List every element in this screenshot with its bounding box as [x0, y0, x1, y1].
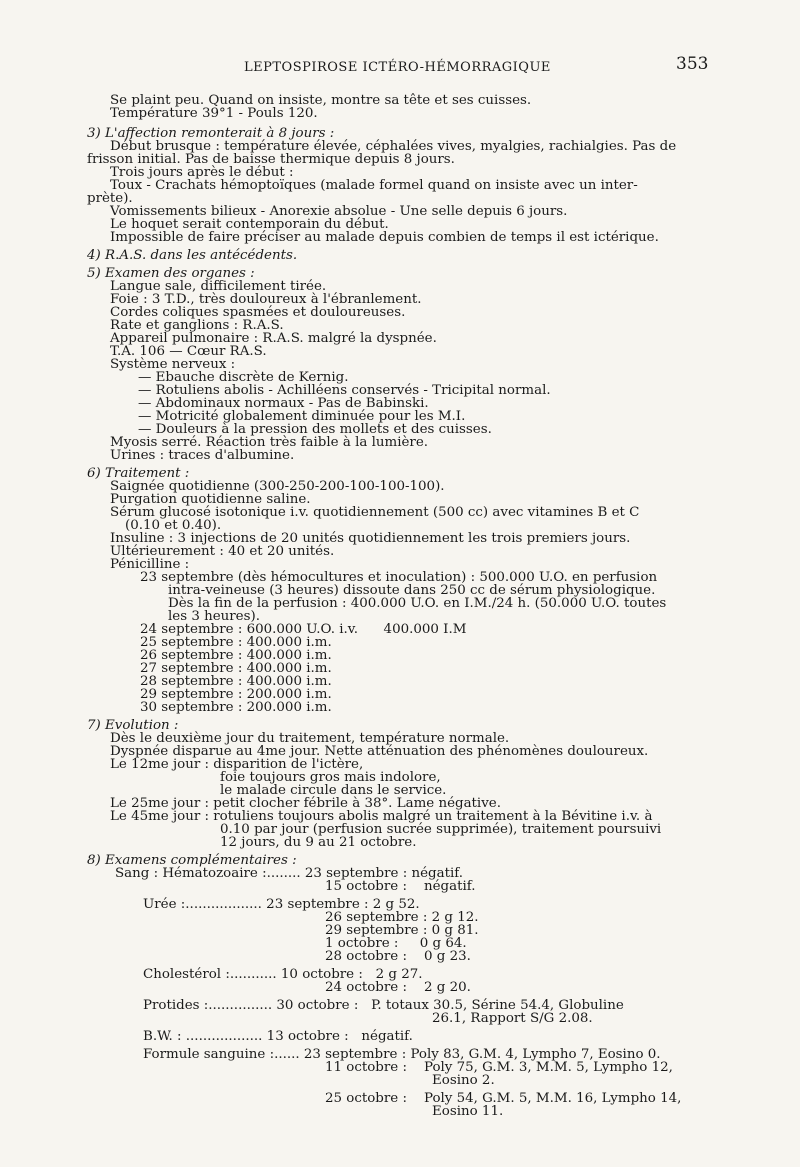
exam-row: Eosino 2.	[432, 1073, 495, 1088]
dose-row: 27 septembre : 400.000 i.m.	[140, 661, 332, 676]
text-line: 0.10 par jour (perfusion sucrée supprimée), traitement poursuivi	[220, 822, 662, 837]
text-line: Sérum glucosé isotonique i.v. quotidiennement (500 cc) avec vitamines B et C	[110, 505, 640, 520]
exam-row: 25 octobre : Poly 54, G.M. 5, M.M. 16, Lympho 14,	[325, 1091, 682, 1106]
exam-row: 24 octobre : 2 g 20.	[325, 980, 471, 995]
text-line: T.A. 106 — Cœur RA.S.	[110, 344, 267, 359]
text-line: Foie : 3 T.D., très douloureux à l'ébranlement.	[110, 292, 422, 307]
text-line: (0.10 et 0.40).	[125, 518, 222, 533]
text-line: Le 12me jour : disparition de l'ictère,	[110, 757, 364, 772]
exam-row: Protides :............... 30 octobre : P. totaux 30.5, Sérine 54.4, Globuline	[143, 998, 624, 1013]
text-line: Cordes coliques spasmées et douloureuses.	[110, 305, 406, 320]
section-heading: 3) L'affection remonterait à 8 jours :	[87, 126, 335, 141]
dose-row: 28 septembre : 400.000 i.m.	[140, 674, 332, 689]
text-line: Toux - Crachats hémoptoïques (malade formel quand on insiste avec un inter-	[110, 178, 638, 193]
section-heading: 6) Traitement :	[87, 466, 190, 481]
exam-row: 26.1, Rapport S/G 2.08.	[432, 1011, 593, 1026]
text-line: Trois jours après le début :	[110, 165, 294, 180]
text-line: Dès le deuxième jour du traitement, température normale.	[110, 731, 510, 746]
exam-row: 26 septembre : 2 g 12.	[325, 910, 479, 925]
exam-row: 11 octobre : Poly 75, G.M. 3, M.M. 5, Lympho 12,	[325, 1060, 673, 1075]
dose-row: 29 septembre : 200.000 i.m.	[140, 687, 332, 702]
text-line: Ultérieurement : 40 et 20 unités.	[110, 544, 335, 559]
list-item: — Douleurs à la pression des mollets et des cuisses.	[138, 422, 492, 437]
list-item: — Motricité globalement diminuée pour les M.I.	[138, 409, 466, 424]
text-line: Le hoquet serait contemporain du début.	[110, 217, 389, 232]
exam-row: 29 septembre : 0 g 81.	[325, 923, 479, 938]
text-line: foie toujours gros mais indolore,	[220, 770, 441, 785]
text-line: Appareil pulmonaire : R.A.S. malgré la dyspnée.	[110, 331, 437, 346]
text-line: Vomissements bilieux - Anorexie absolue - Une selle depuis 6 jours.	[110, 204, 568, 219]
text-line: Myosis serré. Réaction très faible à la lumière.	[110, 435, 429, 450]
exam-row: Eosino 11.	[432, 1104, 504, 1119]
exam-row: 1 octobre : 0 g 64.	[325, 936, 467, 951]
exam-row: 15 octobre : négatif.	[325, 879, 476, 894]
text-line: les 3 heures).	[168, 609, 260, 624]
exam-row: Urée :.................. 23 septembre : 2 g 52.	[143, 897, 420, 912]
text-line: Urines : traces d'albumine.	[110, 448, 295, 463]
text-line: Se plaint peu. Quand on insiste, montre sa tête et ses cuisses.	[110, 93, 532, 108]
section-heading: 5) Examen des organes :	[87, 266, 255, 281]
exam-row: B.W. : .................. 13 octobre : négatif.	[143, 1029, 413, 1044]
text-line: 12 jours, du 9 au 21 octobre.	[220, 835, 417, 850]
page-number: 353	[676, 54, 709, 74]
text-line: Langue sale, difficilement tirée.	[110, 279, 327, 294]
list-item: — Abdominaux normaux - Pas de Babinski.	[138, 396, 429, 411]
text-line: prète).	[87, 191, 133, 206]
list-item: — Rotuliens abolis - Achilléens conservés - Tricipital normal.	[138, 383, 551, 398]
exam-row: Cholestérol :........... 10 octobre : 2 g 27.	[143, 967, 423, 982]
text-line: Impossible de faire préciser au malade depuis combien de temps il est ictérique.	[110, 230, 659, 245]
text-line: Température 39°1 - Pouls 120.	[110, 106, 318, 121]
section-heading: 7) Evolution :	[87, 718, 179, 733]
section-heading: 8) Examens complémentaires :	[87, 853, 297, 868]
text-line: Le 25me jour : petit clocher fébrile à 38°. Lame négative.	[110, 796, 501, 811]
exam-row: Sang : Hématozoaire :........ 23 septembre : négatif.	[115, 866, 463, 881]
text-line: le malade circule dans le service.	[220, 783, 447, 798]
dose-row: 30 septembre : 200.000 i.m.	[140, 700, 332, 715]
dose-row: 26 septembre : 400.000 i.m.	[140, 648, 332, 663]
text-line: Purgation quotidienne saline.	[110, 492, 311, 507]
list-item: — Ebauche discrète de Kernig.	[138, 370, 349, 385]
text-line: Saignée quotidienne (300-250-200-100-100-100).	[110, 479, 445, 494]
text-line: Rate et ganglions : R.A.S.	[110, 318, 284, 333]
exam-row: 28 octobre : 0 g 23.	[325, 949, 471, 964]
dose-row: 24 septembre : 600.000 U.O. i.v. 400.000 I.M	[140, 622, 467, 637]
text-line: Dès la fin de la perfusion : 400.000 U.O. en I.M./24 h. (50.000 U.O. toutes	[168, 596, 667, 611]
text-line: Pénicilline :	[110, 557, 190, 572]
text-line: Système nerveux :	[110, 357, 236, 372]
running-header: LEPTOSPIROSE ICTÉRO-HÉMORRAGIQUE	[244, 60, 551, 75]
dose-row: 25 septembre : 400.000 i.m.	[140, 635, 332, 650]
text-line: frisson initial. Pas de baisse thermique depuis 8 jours.	[87, 152, 455, 167]
text-line: Début brusque : température élevée, céphalées vives, myalgies, rachialgies. Pas de	[110, 139, 677, 154]
text-line: Insuline : 3 injections de 20 unités quotidiennement les trois premiers jours.	[110, 531, 631, 546]
text-line: 23 septembre (dès hémocultures et inoculation) : 500.000 U.O. en perfusion	[140, 570, 658, 585]
section-heading: 4) R.A.S. dans les antécédents.	[87, 248, 298, 263]
text-line: Le 45me jour : rotuliens toujours abolis malgré un traitement à la Bévitine i.v. à	[110, 809, 653, 824]
text-line: Dyspnée disparue au 4me jour. Nette atténuation des phénomènes douloureux.	[110, 744, 649, 759]
exam-row: Formule sanguine :...... 23 septembre : Poly 83, G.M. 4, Lympho 7, Eosino 0.	[143, 1047, 661, 1062]
text-line: intra-veineuse (3 heures) dissoute dans 250 cc de sérum physiologique.	[168, 583, 656, 598]
